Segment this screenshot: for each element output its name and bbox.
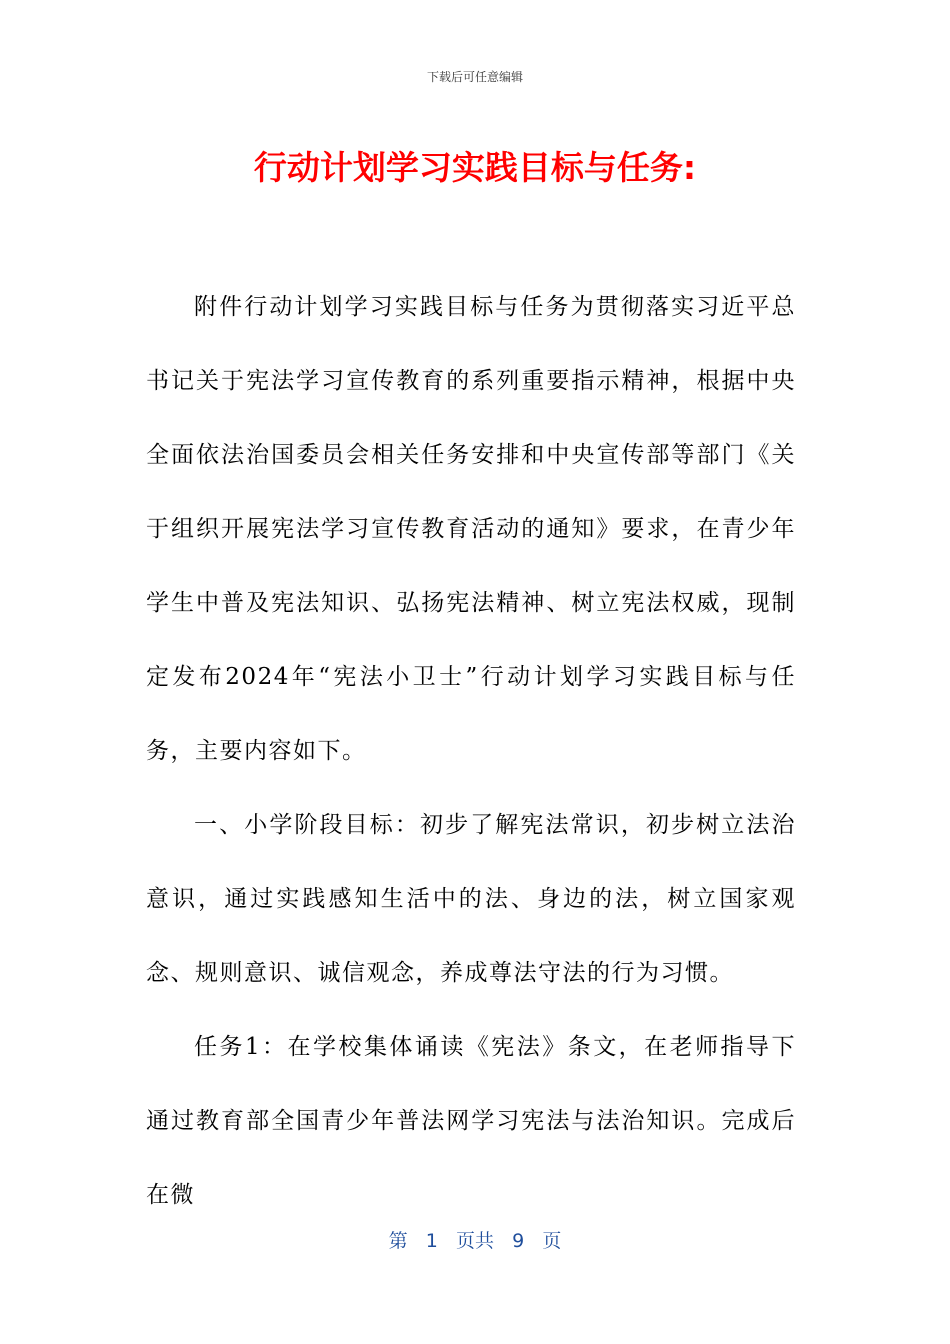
current-page-number: 1 <box>425 1230 438 1252</box>
page-label-suffix: 页 <box>542 1230 562 1252</box>
total-page-count: 9 <box>512 1230 525 1252</box>
page-label-prefix: 第 <box>388 1230 408 1252</box>
document-title: 行动计划学习实践目标与任务: <box>253 148 697 187</box>
paragraph-primary-goal: 一、小学阶段目标：初步了解宪法常识，初步树立法治意识，通过实践感知生活中的法、身边的法，树立国家观念、规则意识、诚信观念，养成尊法守法的行为习惯。 <box>146 812 796 986</box>
document-body <box>146 270 796 1232</box>
page-footer <box>0 1226 950 1253</box>
page-label-middle: 页共 <box>455 1230 494 1252</box>
paragraph-task-1: 任务1：在学校集体诵读《宪法》条文，在老师指导下通过教育部全国青少年普法网学习宪法与法治知识。完成后在微 <box>146 1034 796 1208</box>
header-note: 下载后可任意编辑 <box>426 70 523 84</box>
paragraph-intro: 附件行动计划学习实践目标与任务为贯彻落实习近平总书记关于宪法学习宣传教育的系列重要指示精神，根据中央全面依法治国委员会相关任务安排和中央宣传部等部门《关于组织开展宪法学习宣传教育活动的通知》要求，在青少年学生中普及宪法知识、弘扬宪法精神、树立宪法权威，现制定发布2024年“宪法小卫士”行动计划学习实践目标与任务，主要内容如下。 <box>146 294 796 764</box>
